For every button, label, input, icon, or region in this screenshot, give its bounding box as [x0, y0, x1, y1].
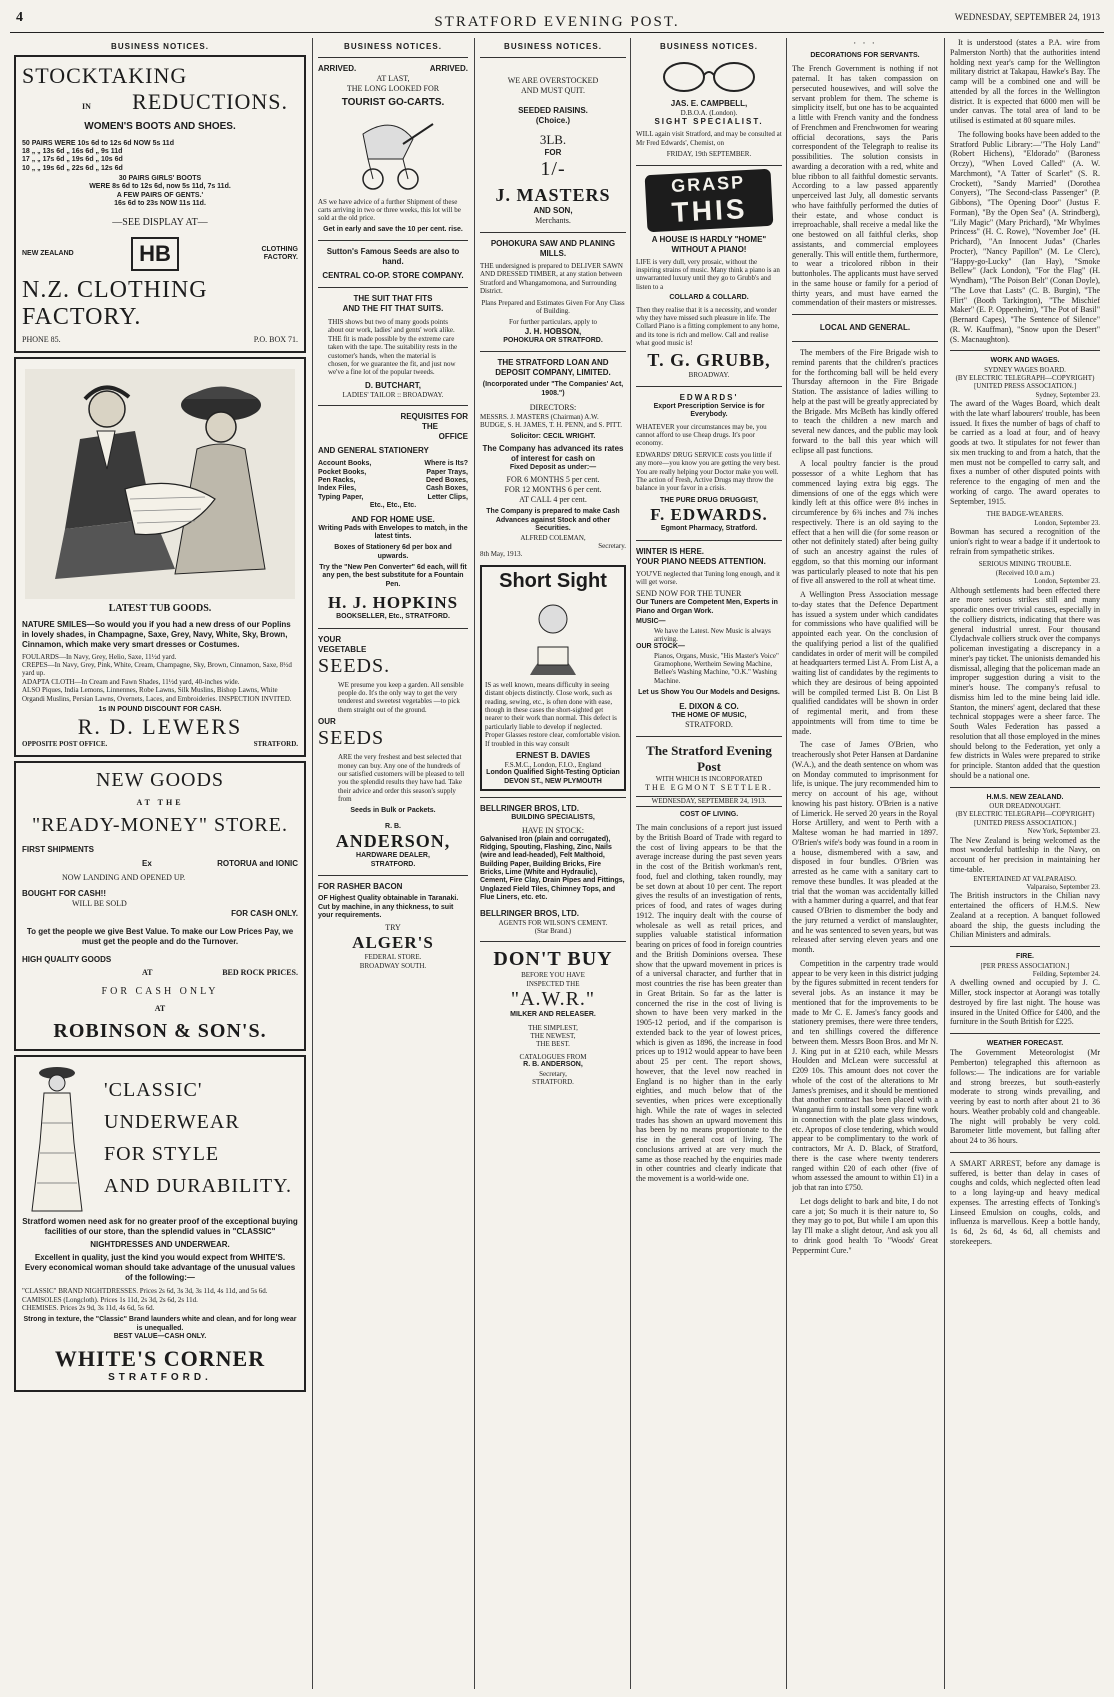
ad-title: Short Sight: [499, 569, 607, 592]
ad-text: To get the people we give Best Value. To make our Low Prices Pay, we must get the people and do the Turnover.: [26, 926, 294, 946]
masthead: [10, 6, 1104, 33]
grasp-graphic: [645, 168, 774, 232]
ad-text: Secretary,: [539, 1069, 567, 1078]
ad-item: Account Books,: [318, 460, 372, 468]
column-5: [792, 38, 938, 1689]
article-body: The Government Meteorologist (Mr Pemberton) telegraphed this afternoon as follows:— The indications are for variable and strong breezes, but south-easterly moderate to strong winds prevailing, and veering by east to north after about 21 to 36 hours. Weather probably cold and changeable. The night will probably be very cold. Barometer little movement, but falling after about 24 to 36 hours.: [950, 1048, 1100, 1146]
ad-item: CREPES—In Navy, Grey, Pink, White, Cream, Champagne, Sky, Brown, Cinnamon, Saxe, 8½d yard up.: [22, 661, 292, 678]
article-headline: WORK AND WAGES.: [990, 357, 1060, 365]
article-headline: FIRE.: [1016, 953, 1034, 961]
article-subhead: SYDNEY WAGES BOARD.: [984, 365, 1066, 374]
ad-text: ROTORUA and IONIC: [217, 858, 298, 868]
article-headline: THE BADGE-WEARERS.: [986, 510, 1064, 519]
reader-illustration: [518, 597, 588, 677]
ad-title: SEEDS.: [318, 654, 391, 677]
advertiser-name: ROBINSON & SON'S.: [53, 1020, 267, 1043]
inner-masthead-date: WEDNESDAY, SEPTEMBER 24, 1913.: [636, 796, 782, 806]
ad-text: OPPOSITE POST OFFICE.: [22, 740, 108, 749]
column-6: [950, 38, 1100, 1689]
ad-title: YOUR PIANO NEEDS ATTENTION.: [636, 556, 766, 566]
ad-text: COLLARD & COLLARD.: [669, 294, 749, 302]
short-sight-ad: [480, 565, 626, 791]
ad-text: ARRIVED.: [429, 64, 468, 73]
ad-text: FOR CASH ONLY.: [231, 908, 298, 918]
article-body: The French Government is nothing if not paternal. It has taken compassion on persecuted housewives, and will solve the servant problem for them. The scheme is simplicity itself, but one has to be acquainted a little with French vanity and the fondness of Frenchmen and Frenchwomen for wearing official decorations, says the Paris correspondent of the Telegraph to realise its possibilities. The solution consists in awarding a decoration with a red, white and blue ribbon to all faithful domestic servants. According to a law passed apparently unperceived last July, all domestic servants who have faithfully performed the duties of their estate, and whose conduct is irreproachable, shall receive a medal like the one bestowed on all faithful clerks, shop assistants, and commercial employees generally. This will entitle them, furthermore, to wear a tricolored ribbon in their buttonholes. The applicants must have served in the same house or family for a period of thirty years, and must have earned the commendation of their masters or mistresses.: [792, 64, 938, 308]
advertiser-name: N.Z. CLOTHING FACTORY.: [22, 277, 208, 331]
ad-title: REQUISITES FOR: [400, 412, 468, 422]
ad-title: AND THE FIT THAT SUITS.: [342, 304, 444, 314]
ad-text: R. B.: [385, 822, 401, 830]
ad-text: We have the Latest. New Music is always arriving.: [654, 626, 771, 643]
ad-text: WE ARE OVERSTOCKED: [507, 76, 599, 85]
ad-text: The Company is prepared to make Cash Advances against Stock and other Securities.: [486, 508, 620, 533]
article-credit: (BY ELECTRIC TELEGRAPH—COPYRIGHT) [UNITED PRESS ASSOCIATION.]: [955, 374, 1095, 391]
ad-text: MUSIC—: [636, 618, 666, 626]
advertiser-name: F. EDWARDS.: [650, 505, 768, 525]
advertiser-name: ERNEST B. DAVIES: [515, 750, 591, 760]
ad-text: 1/-: [540, 158, 566, 180]
ad-text: —SEE DISPLAY AT—: [112, 216, 208, 228]
ad-text: YOUR: [318, 634, 342, 644]
ad-title: UNDERWEAR: [104, 1111, 240, 1134]
ad-text: THIS shows but two of many goods points about our work, ladies' and gents' work alike. THE fit is made possible by the extreme care taken with the tape. The suitability rests in the customer's hands, when the material is chosen, for we guarantee the fit, and just now we've a fine lot of the popular tweeds.: [328, 318, 458, 377]
ad-text: Writing Pads with Envelopes to match, in the latest tints.: [318, 524, 468, 540]
article-body: The award of the Wages Board, which dealt with the late wharf labourers' trouble, has been issued. It fixes the number of bags of chaff to be carried as a load at four, and of heavy goods at two. It stipulates for not fewer than six men trucking to and from a hatch, that the men must not be compelled to carry salt, and fixes a number of other disputed points with reference to the engaging of men and the working of cargo. The award operates to September, 1915.: [950, 399, 1100, 506]
ad-title: THE SUIT THAT FITS: [353, 294, 433, 304]
article-credit: (BY ELECTRIC TELEGRAPH—COPYRIGHT) [UNITED PRESS ASSOCIATION.]: [955, 810, 1095, 827]
ad-text: AND SON,: [533, 206, 573, 215]
ad-title: SEEDS: [318, 727, 385, 750]
ad-text: D.B.O.A. (London).: [680, 109, 738, 117]
ad-item: Typing Paper,: [318, 493, 364, 501]
ad-text: DIRECTORS:: [529, 402, 577, 412]
ad-text: Then they realise that it is a necessity, and wonder why they have missed such pleasure in life. The Collard Piano is a fitting complement to any home, and its tone is rich and mellow. Call and realise what good music is!: [636, 305, 780, 348]
ad-item: Pen Racks,: [318, 476, 356, 484]
ad-text: IS as well known, means difficulty in seeing distant objects distinctly. Close work, such as reading, sewing, etc., is often done with ease, though in these cases the short-sighted get nearer to their work than normal. This defect is particularly liable to develop if neglected. Proper Glasses restore clear, comfortable vision. If troubled in this way consult: [485, 680, 621, 748]
article-body: The main conclusions of a report just issued by the British Board of Trade with regard to the cost of living appears to be that the average increase during the past seven years in the cost of the British workman's rent, food, fuel and clothing, taken roundly, may be set down at about 10 per cent. The report gives the results of an investigation of rents, prices of food, and rates of wages during 1912. The inquiry dealt with the course of wholesale as well as retail prices, and supplies valuable statistical information bearing on prices of food in foreign countries and the British Dominions oversea. These show that the upward movement in prices is of a universal character, and further that in most countries the rise has been greater than in Great Britain. So far as the latter is concerned the rise in the cost of living is shown to have been very marked in the 1905-12 period, and if the comparison is extended back to the year of lowest prices, which is given as 1896, the increase in food prices up to 1912 would appear to have been about 25 per cent. The report shows, however, that the level now reached in England is no higher than in the early eighties, and much below that of the seventies, when prices were exceptionally high. While the rate of wages in selected trades has shown an upward movement this has been by no means proportionate to the rise in the general cost of living. The conclusions arrived at are very much the same as those reached by the enquiries made in other countries and clearly indicate that the movement is a world-wide one.: [636, 823, 782, 1184]
ad-item: CAMISOLES (Longcloth). Prices 1s 11d, 2s 3d, 2s 6d, 2s 11d.: [22, 1295, 198, 1304]
section-header: BUSINESS NOTICES.: [111, 42, 209, 51]
ad-caption: LATEST TUB GOODS.: [108, 603, 212, 615]
article-dateline: London, September 23.: [1034, 518, 1100, 527]
column-rule: [474, 38, 475, 1689]
ad-text: NOW LANDING AND OPENED UP.: [62, 872, 186, 882]
ad-title: SEEDED RAISINS.: [518, 106, 588, 115]
ad-text: THE SIMPLEST,: [528, 1023, 578, 1032]
ad-title: BELLRINGER BROS, LTD.: [480, 908, 579, 918]
ad-text: Etc., Etc., Etc.: [369, 502, 417, 510]
ad-text: BUILDING SPECIALISTS,: [511, 814, 595, 822]
ad-text: MESSRS. J. MASTERS (Chairman) A.W. BUDGE, S. H. JAMES, T. H. PENN, and S. PITT.: [480, 412, 622, 430]
rate-line: FOR 6 MONTHS 5 per cent.: [506, 475, 600, 485]
price-list: [22, 140, 298, 174]
ad-text: BOUGHT FOR CASH!!: [22, 888, 106, 898]
ad-text: THE BEST.: [536, 1040, 570, 1049]
article-body: The New Zealand is being welcomed as the most wonderful battleship in the Navy, on account of her precision in maintaining her time-table.: [950, 835, 1100, 874]
ad-text: THE PURE DRUG DRUGGIST,: [659, 496, 758, 504]
article-dateline: Feilding, September 24.: [1032, 969, 1100, 978]
article-headline: COST OF LIVING.: [679, 810, 739, 818]
article-body: A dwelling owned and occupied by J. C. Miller, stock inspector at Aorangi was totally destroyed by fire last night. The house was insured in the United Office for £400, and the furniture in the South British for £225.: [950, 978, 1100, 1027]
ad-text: STRATFORD.: [370, 860, 416, 868]
ad-item: Pocket Books,: [318, 468, 367, 476]
ad-text: BEST VALUE—CASH ONLY.: [113, 1333, 207, 1341]
ad-item: "CLASSIC" BRAND NIGHTDRESSES. Prices 2s 6d, 3s 3d, 3s 11d, 4s 11d, and 5s 6d.: [22, 1287, 268, 1296]
ad-item: Cash Boxes,: [425, 485, 468, 493]
ad-text: BEFORE YOU HAVE: [521, 971, 585, 980]
section-header: BUSINESS NOTICES.: [660, 42, 758, 51]
ad-text: (Star Brand.): [534, 927, 572, 936]
ad-text: Merchants.: [535, 216, 571, 225]
article-paragraph: The following books have been added to the Stratford Public Library:—"The Holy Land" (Robert Hichens), "Eldorado" (Baroness Orczy), "When Loved Called" (A. W. Marchmont), "A Tatter of Scarlet" (S. R. Crockett), "Sandy Married" (Dorothea Conyers), "The Second-class Passenger" (P. Gibbons), "The Opening Door" (Justus F. Forman), "By the Open Sea" (A. Strindberg), "Lily Magic" (Mary Prichard), "Mr Whylmes Princess" (H. C. Rowe), "November Joe" (H. Prichard), "An Innocent Judas" (Charles Procter), "Nancy Papillon" (M. Le Clerc), "Happy-go-Lucky" (Ian Hay), "Smoke Bellew" (Jack London), "For the Flag" (H. Wyndham), "The Poison Belt" (Conan Doyle), "The Love that Lasts" (C. B. Burgin), "The Flirt" (Booth Tarkington), "The Mischief Maker" (E. P. Oppenheim), "The Pot of Basil" (Bernard Capes), "The Sentence of Silence" (R. W. Kauffman), "Snow upon the Desert" (S. Macnaughton).: [950, 129, 1100, 344]
ad-title: POHOKURA SAW AND PLANING MILLS.: [490, 239, 616, 258]
ad-text: The Company has advanced its rates of interest for cash on: [482, 444, 624, 464]
column-rule: [786, 38, 787, 1689]
ad-text: 8th May, 1913.: [480, 550, 523, 559]
column-2: [318, 38, 468, 1689]
inner-masthead-sub: WITH WHICH IS INCORPORATED: [655, 775, 763, 784]
ad-title: TOURIST GO-CARTS.: [341, 97, 445, 108]
ad-title: BELLRINGER BROS, LTD.: [480, 804, 579, 814]
ad-text: (Incorporated under "The Companies' Act, 1908."): [482, 381, 624, 397]
ad-text: 30 PAIRS GIRLS' BOOTS: [118, 175, 202, 183]
ad-text: WERE 8s 6d to 12s 6d, now 5s 11d, 7s 11d.: [89, 183, 231, 191]
ad-text: INSPECTED THE: [526, 979, 580, 988]
hb-logo: HB: [131, 237, 179, 271]
price-line: 10 „ „ 19s 6d „ 22s 6d „ 12s 6d: [22, 164, 123, 172]
ad-title: "A.W.R.": [510, 988, 596, 1011]
ad-text: 16s 6d to 23s NOW 11s 11d.: [114, 200, 206, 208]
ad-text: FOR CASH ONLY: [101, 985, 219, 997]
couple-illustration: [25, 369, 295, 599]
ad-title: THIS: [670, 192, 749, 228]
advertiser-name: WHITE'S CORNER: [54, 1345, 266, 1371]
ad-title: OFFICE: [438, 432, 468, 442]
ad-text: HIGH QUALITY GOODS: [22, 954, 112, 964]
ad-text: POHOKURA OR STRATFORD.: [503, 336, 603, 344]
ad-text: WILL again visit Stratford, and may be consulted at Mr Fred Edwards', Chemist, on: [636, 130, 782, 147]
column-1: [14, 38, 306, 1689]
article-dateline: New York, September 23.: [1027, 827, 1100, 836]
ad-title: AND GENERAL STATIONERY: [318, 446, 429, 456]
ad-item: ALSO Piques, India Lemons, Linnennes, Robe Lawns, Silk Muslins, Bishop Lawns, White Organdi Muslins, Persian Lawns, Overnets, Laces, and Embroideries. INSPECTION INVITED.: [22, 686, 292, 703]
ad-text: STRATFORD.: [108, 1371, 212, 1383]
ad-text: VEGETABLE: [318, 644, 367, 654]
ad-text: OUR STOCK—: [636, 643, 685, 651]
ad-text: Export Prescription Service is for Everybody.: [653, 402, 765, 419]
rate-line: FOR 12 MONTHS 6 per cent.: [504, 485, 602, 495]
ad-text: Strong in texture, the "Classic" Brand launders white and clean, and for long wear is unequalled.: [23, 1316, 297, 1332]
column-rule: [630, 38, 631, 1689]
ad-text: NATURE SMILES—So would you if you had a new dress of our Poplins in lovely shades, in Champagne, Saxe, Grey, Navy, White, Sky, Brown, Cinnamon, which make very smart dresses or Costumes.: [22, 619, 291, 649]
advertiser-name: CENTRAL CO-OP. STORE COMPANY.: [322, 271, 464, 281]
ad-text: Sutton's Famous Seeds are also to hand.: [326, 247, 460, 267]
ad-text: ALFRED COLEMAN,: [520, 533, 586, 542]
article-headline: WEATHER FORECAST.: [986, 1040, 1064, 1048]
ad-text: BOOKSELLER, Etc., STRATFORD.: [336, 613, 450, 621]
article-paragraph: A Wellington Press Association message to-day states that the Defence Department has issued a system under which candidates for commissions who have qualified will be appointed each year. On the conclusion of the qualifying period a list of the qualified candidates in order of merit will be compiled at headquarters termed List A. From List A, a waiting list of candidates by the regiments to which they are desirous of being appointed will be compiled termed List B. On List B qualified candidates will be shown in order of regimental merit, and from these appointments will from time to time be made.: [792, 590, 938, 736]
ad-text: Excellent in quality, just the kind you would expect from WHITE'S.: [34, 1253, 286, 1263]
ad-text: HAVE IN STOCK:: [522, 825, 584, 835]
ad-text: Solicitor: CECIL WRIGHT.: [510, 432, 596, 440]
article-paragraph: The members of the Fire Brigade wish to remind parents that the children's practices for the forthcoming ball will be held every Thursday afternoon in the Fire Brigade Station. The assistance of ladies willing to help at the past will be greatly appreciated by the Brigade. Mrs McBeth has kindly offered to teach the children a new march and several new dances, and the public may look forward to the ball this year which will eclipse all past functions.: [792, 348, 938, 455]
ad-title: STOCKTAKING: [22, 63, 188, 88]
ad-title: GRASP: [670, 171, 746, 196]
ad-text: (Choice.): [535, 116, 571, 125]
ad-text: THE LONG LOOKED FOR: [346, 84, 440, 93]
ad-title: THE STRATFORD LOAN AND DEPOSIT COMPANY, LIMITED.: [495, 358, 611, 378]
ad-title: "READY-MONEY" STORE.: [32, 813, 288, 836]
advertiser-name: R. D. LEWERS: [77, 714, 243, 740]
ad-title: EDWARDS': [679, 392, 739, 402]
ad-text: BED ROCK PRICES.: [222, 967, 298, 977]
ad-text: CATALOGUES FROM: [519, 1052, 587, 1061]
ad-text: SEND NOW FOR THE TUNER: [636, 589, 742, 599]
ad-text: Seeds in Bulk or Packets.: [350, 806, 436, 814]
advertiser-name: H. J. HOPKINS: [327, 593, 459, 613]
divider: · · ·: [853, 38, 877, 48]
ad-item: ADAPTA CLOTH—In Cream and Fawn Shades, 11½d yard, 40-inches wide.: [22, 677, 240, 686]
ad-text: Every economical woman should take advantage of the unusual values of the following:—: [24, 1263, 296, 1283]
ad-text: CLOTHING FACTORY.: [261, 245, 298, 262]
ad-text: Our Tuners are Competent Men, Experts in Piano and Organ Work.: [636, 599, 778, 615]
ad-text: NEW ZEALAND: [22, 249, 74, 257]
ad-text: 3LB.: [539, 132, 567, 147]
price-line: 17 „ „ 17s 6d „ 19s 6d „ 10s 6d: [22, 156, 123, 164]
stocktaking-ad: [14, 55, 306, 353]
advertiser-name: ANDERSON,: [335, 831, 451, 852]
ad-text: AT THE: [136, 797, 184, 807]
ad-text: LIFE is very dull, very prosaic, without the inspiring strains of music. Many think a piano is an unwarranted luxury until they go to Grubb's and listen to a: [636, 257, 780, 291]
ad-text: DEVON ST., NEW PLYMOUTH: [504, 777, 602, 785]
ad-text: WILL BE SOLD: [72, 898, 127, 908]
advertiser-name: ALGER'S: [352, 933, 434, 953]
classic-underwear-ad: [14, 1055, 306, 1392]
article-note: (Received 10.0 a.m.): [995, 568, 1055, 577]
ad-title: DON'T BUY: [493, 948, 613, 971]
ad-text: TRY: [385, 923, 401, 933]
ad-text: FEDERAL STORE.: [364, 953, 422, 962]
ad-text: FRIDAY, 19th SEPTEMBER.: [666, 150, 752, 159]
ad-item: Letter Clips,: [427, 493, 468, 501]
ad-text: Boxes of Stationery 6d per box and upwards.: [334, 544, 452, 560]
advertiser-name: R. B. ANDERSON,: [523, 1061, 583, 1069]
ad-title: FOR STYLE: [104, 1143, 220, 1166]
ad-text: NIGHTDRESSES AND UNDERWEAR.: [90, 1240, 230, 1250]
ad-text: London Qualified Sight-Testing Optician: [486, 769, 620, 777]
ad-item: CHEMISES. Prices 2s 9d, 3s 11d, 4s 6d, 5s 6d.: [22, 1304, 155, 1313]
ad-text: AND MUST QUIT.: [521, 86, 585, 95]
lewers-ad: [14, 357, 306, 757]
inner-masthead-sub: THE EGMONT SETTLER.: [645, 783, 773, 793]
article-paragraph: It is understood (states a P.A. wire from Palmerston North) that the authorities intend holding next year's camp for the Wellington military district at Takapau, Hawke's Bay. The camp will be a combined one and will be attended by all the forces in the Wellington district. It is expected that 6000 men will be under canvas. The total area of land to be utilised is estimated at 80 square miles.: [950, 38, 1100, 125]
ad-title: FOR RASHER BACON: [318, 882, 403, 892]
issue-date: WEDNESDAY, SEPTEMBER 24, 1913: [954, 12, 1100, 22]
ad-text: WE presume you keep a garden. All sensible people do. It's the only way to get the very tenderest and sweetest vegetables —to pick them straight out of the ground.: [338, 680, 464, 714]
article-subhead: ENTERTAINED AT VALPARAISO.: [973, 874, 1077, 883]
ad-text: 1s IN POUND DISCOUNT FOR CASH.: [98, 705, 222, 713]
advertiser-name: J. MASTERS: [495, 185, 611, 205]
ad-title: NEW GOODS: [95, 768, 225, 791]
article-body: Although settlements had been effected there are more serious strikes still and many sporadic ones over trivial causes, especially in the colliery districts, indicating that there was general industrial unrest. Four thousand Clydachvale colliers struck over the companys policeman investigating a discrepancy in a miner's pay ticket. The unionists demanded his dismissal, alleging that the policeman made an improper suggestion during a visit to the miner's house. The company's refusal to dismiss him led to the mine being laid idle. Stanton, the miners' agent, declared that these technical stoppages were a sheer farce. The South Wales Federation has passed a resolution that all those employed in the mines should belong to the Federation, yet only a few districts in Wales were prepared to strike for principle. Stanton added that the question should be a national one.: [950, 585, 1100, 780]
article-paragraph: Let dogs delight to bark and bite, I do not care a jot; So much it is their nature to, So they may go to pot, But while I am upon this lay I'll make a slight detour, And ask you all to drink good health To "Woods' Great Peppermint Cure.": [792, 1196, 938, 1255]
ad-text: Egmont Pharmacy, Stratford.: [660, 525, 758, 533]
ad-item: FOULARDS—In Navy, Grey, Helio, Saxe, 11½d yard.: [22, 652, 177, 661]
ad-title: THE: [422, 422, 438, 432]
advertiser-name: D. BUTCHART,: [365, 380, 421, 390]
ad-text: OF Highest Quality obtainable in Taranaki. Cut by machine, in any thickness, to suit your requirements.: [318, 895, 459, 919]
lady-illustration: [22, 1063, 92, 1213]
article-headline: SERIOUS MINING TROUBLE.: [978, 560, 1072, 569]
ad-text: AT: [142, 967, 153, 977]
ad-item: Deed Boxes,: [425, 476, 468, 484]
spectacles-illustration: [654, 55, 764, 95]
advertiser-name: J. H. HOBSON,: [524, 326, 582, 336]
ad-text: YOU'VE neglected that Tuning long enough, and it will get worse.: [636, 569, 780, 586]
ad-text: A FEW PAIRS OF GENTS.': [116, 191, 204, 199]
ready-money-ad: [14, 761, 306, 1052]
column-4: [636, 38, 782, 1689]
article-paragraph: The case of James O'Brien, who treacherously shot Peter Hansen at Dardanine (W.A.), and the death sentence on whom was on Monday commuted to imprisonment for life, is unique. The jury recommended him to mercy on account of his age, without knowing his past history. O'Brien is a native of Limerick. He served 20 years in the Royal Horse Artillery, and went to Perth with a Maltese woman he had married in 1897. O'Brien's wife's body was found in a room in a house, dismembered with a saw, and disposed in four bundles. O'Brien was arrested as he came with a sanitary cart to remove these bundles. It was pleaded at the trial that the woman was accidentally killed with a hammer during a quarrel, and that fear caused O'Brien to dismember the body and the jury returned a verdict of manslaughter, and he was sentenced to seven years, but was released after serving eleven years and one month.: [792, 740, 938, 955]
ad-subtitle: WOMEN'S BOOTS AND SHOES.: [84, 121, 236, 132]
ad-text: A HOUSE IS HARDLY "HOME": [651, 234, 767, 244]
ad-text: STRATFORD.: [253, 740, 298, 749]
ad-text: P.O. BOX 71.: [253, 335, 298, 345]
ad-text: Pianos, Organs, Music, "His Master's Voice" Gramophone, Wertheim Sewing Machine, Bellee's Washing Machine, "O.K." Washing Machine.: [654, 651, 779, 685]
ad-text: STRATFORD.: [685, 720, 733, 730]
ad-item: Paper Trays,: [426, 468, 468, 476]
ad-title: REDUCTIONS.: [132, 89, 288, 114]
ad-text: MILKER AND RELEASER.: [510, 1011, 596, 1019]
ad-text: OUR: [318, 717, 336, 727]
ad-text: WHATEVER your circumstances may be, you cannot afford to use Cheap drugs. It's poor economy.: [636, 422, 767, 448]
ad-text: BROADWAY.: [688, 371, 730, 380]
article-credit: [PER PRESS ASSOCIATION.]: [980, 961, 1070, 970]
ad-title: WINTER IS HERE.: [636, 546, 705, 556]
ad-text: FIRST SHIPMENTS: [22, 844, 95, 854]
rate-line: AT CALL 4 per cent.: [519, 495, 587, 505]
ad-text: AT LAST,: [376, 74, 410, 83]
ad-text: BROADWAY SOUTH.: [359, 961, 427, 970]
go-cart-illustration: [343, 114, 443, 194]
ad-text: Ex: [142, 858, 152, 868]
ad-text: AND FOR HOME USE.: [351, 514, 435, 524]
ad-text: LADIES' TAILOR :: BROADWAY.: [342, 390, 444, 399]
ad-text: THE undersigned is prepared to DELIVER SAWN AND DRESSED TIMBER, at any station between Stratford and Whangamomona, and Surrounding District.: [480, 262, 623, 296]
article-headline: DECORATIONS FOR SERVANTS.: [810, 52, 920, 59]
article-dateline: London, September 23.: [1034, 577, 1100, 586]
article-dateline: Sydney, September 23.: [1035, 390, 1100, 399]
ad-item: Index Files,: [318, 485, 357, 493]
ad-title: 'CLASSIC': [104, 1079, 203, 1102]
price-line: 18 „ „ 13s 6d „ 16s 6d „ 9s 11d: [22, 147, 123, 155]
article-paragraph: A local poultry fancier is the proud possessor of a white Leghorn that has commenced laying extra big eggs. The dimensions of one of the eggs which were kindly left at this office were 8½ inches in circumference by 6¾ inches and 7¾ inches respectively. There is an old saying to the effect that a hen will die (for some reason or other not definitely stated) after being guilty of such an ancestry against the rules of eggdom, so that this morning our informant was particularly pleased to note that his pen of five all answered to the roll at wheat time.: [792, 459, 938, 586]
article-paragraph: Competition in the carpentry trade would appear to be very keen in this district judging by the figures submitted in recent tenders for several jobs. As an instance it may be mentioned that for the improvements to be made to Mr C. E. James's fancy goods and stationery premises, there were three tenders, and ten shillings covered the difference between them. Messrs Boon Bros. and Mr N. J. King put in at £210 each, while Messrs Houlden and McLean were successful at £209 10s. This amount does not cover the whole of the cost of the alterations to Mr James's premises, and it should be mentioned that another contract has been placed with a Wanganui firm to install some very fine work in connection with the plate glass windows, etc. Apropos of close tendering, which would appear to be complimentary to the work of contractors, Mr A. D. Black, of Stratford, there is the case where twenty tenderers ranged within £20 of each other (five of whom assessed the amount to within £1) in a job that ran into £750.: [792, 958, 938, 1193]
ad-text: FOR: [544, 148, 562, 157]
column-rule: [944, 38, 945, 1689]
article-body: The British instructors in the Chilian navy entertained the officers of H.M.S. New Zealand at a reception. A banquet followed aboard the ship, the guests including the Chilian Ministers and admirals.: [950, 891, 1100, 940]
ad-text: Try the "New Pen Converter" 6d each, will fit any pen, the best substitute for a Fountain Pen.: [319, 564, 467, 588]
advertiser-name: E. DIXON & CO.: [679, 701, 739, 711]
section-header: BUSINESS NOTICES.: [344, 42, 442, 51]
ad-text: AT: [154, 1004, 166, 1014]
ad-text: Get in early and save the 10 per cent. rise.: [323, 225, 463, 233]
article-body: A SMART ARREST, before any damage is suffered, is better than delay in cases of coughs and colds, which neglected often lead to a long laying-up and heavy medical expenses. The arresting effects of Tonking's Linseed Emulsion on coughs, colds, and influenza is marvellous. Keep a bottle handy, 1s 6d, 2s 6d, 4s 6d, all chemists and storekeepers.: [950, 1158, 1100, 1246]
ad-text: STRATFORD.: [532, 1077, 574, 1086]
column-rule: [312, 38, 313, 1689]
ad-text: IN: [82, 102, 91, 111]
price-line: 50 PAIRS WERE 10s 6d to 12s 6d NOW 5s 11d: [22, 139, 174, 147]
section-header: BUSINESS NOTICES.: [504, 42, 602, 51]
ad-text: ARE the very freshest and best selected that money can buy. Any one of the hundreds of our satisfied customers will be pleased to tell you the splendid results they have had. Take their advice and order this season's supply from: [338, 753, 465, 804]
advertiser-name: T. G. GRUBB,: [647, 350, 771, 371]
ad-text: AS we have advice of a further Shipment of these carts arriving in two or three weeks, this lot will be sold at the old price.: [318, 197, 461, 223]
ad-title: SIGHT SPECIALIST.: [654, 117, 764, 127]
ad-text: Galvanised Iron (plain and corrugated), Ridging, Spouting, Flashing, Zinc, Nails (wire and lead-headed), Felt Malthoid, Building Paper, Building Bricks, Fire Bricks, Lime (White and Hydraulic), Cement, Fire Clay, Drain Pipes and Fittings, Unglazed Field Tiles, Chimney Tops, and Flue Liners, etc. etc.: [480, 835, 625, 902]
ad-text: ARRIVED.: [318, 64, 357, 73]
article-subhead: OUR DREADNOUGHT.: [989, 802, 1061, 811]
ad-item: Where is Its?: [424, 460, 468, 468]
ad-text: PHONE 85.: [22, 335, 61, 345]
newspaper-title: STRATFORD EVENING POST.: [434, 14, 680, 30]
ad-text: AGENTS FOR WILSON'S CEMENT.: [498, 918, 608, 927]
article-headline: H.M.S. NEW ZEALAND.: [986, 793, 1064, 801]
ad-text: THE HOME OF MUSIC,: [671, 711, 747, 719]
ad-text: For further particulars, apply to: [508, 318, 598, 327]
ad-text: EDWARDS' DRUG SERVICE costs you little if any more—you know you are getting the very best. You are really helping your Doctor make you well. The action of Fresh, Active Drugs may throw the balance in your favor in a crisis.: [636, 450, 781, 493]
article-dateline: Valparaiso, September 23.: [1026, 883, 1100, 891]
ad-text: WITHOUT A PIANO!: [671, 244, 747, 254]
ad-text: Stratford women need ask for no greater proof of the exceptional buying facilities of our store, than the splendid values in "CLASSIC": [22, 1217, 298, 1237]
ad-title: AND DURABILITY.: [104, 1175, 292, 1198]
page-number: 4: [16, 10, 23, 25]
ad-text: Secretary.: [598, 542, 626, 551]
advertiser-name: JAS. E. CAMPBELL,: [670, 99, 748, 108]
ad-text: THE NEWEST,: [530, 1031, 576, 1040]
article-headline: LOCAL AND GENERAL.: [819, 323, 911, 333]
ad-text: HARDWARE DEALER,: [356, 852, 430, 860]
article-body: Bowman has secured a recognition of the union's right to wear a badge if it undertook to refrain from sympathetic strikes.: [950, 527, 1100, 556]
ad-text: Plans Prepared and Estimates Given For Any Class of Building.: [481, 298, 625, 315]
ad-text: Let us Show You Our Models and Designs.: [638, 689, 780, 697]
inner-masthead-title: The Stratford Evening Post: [646, 743, 772, 775]
column-3: [480, 38, 626, 1689]
ad-text: F.S.M.C., London, F.I.O., England: [504, 760, 602, 769]
ad-text: Fixed Deposit as under:—: [509, 464, 597, 472]
